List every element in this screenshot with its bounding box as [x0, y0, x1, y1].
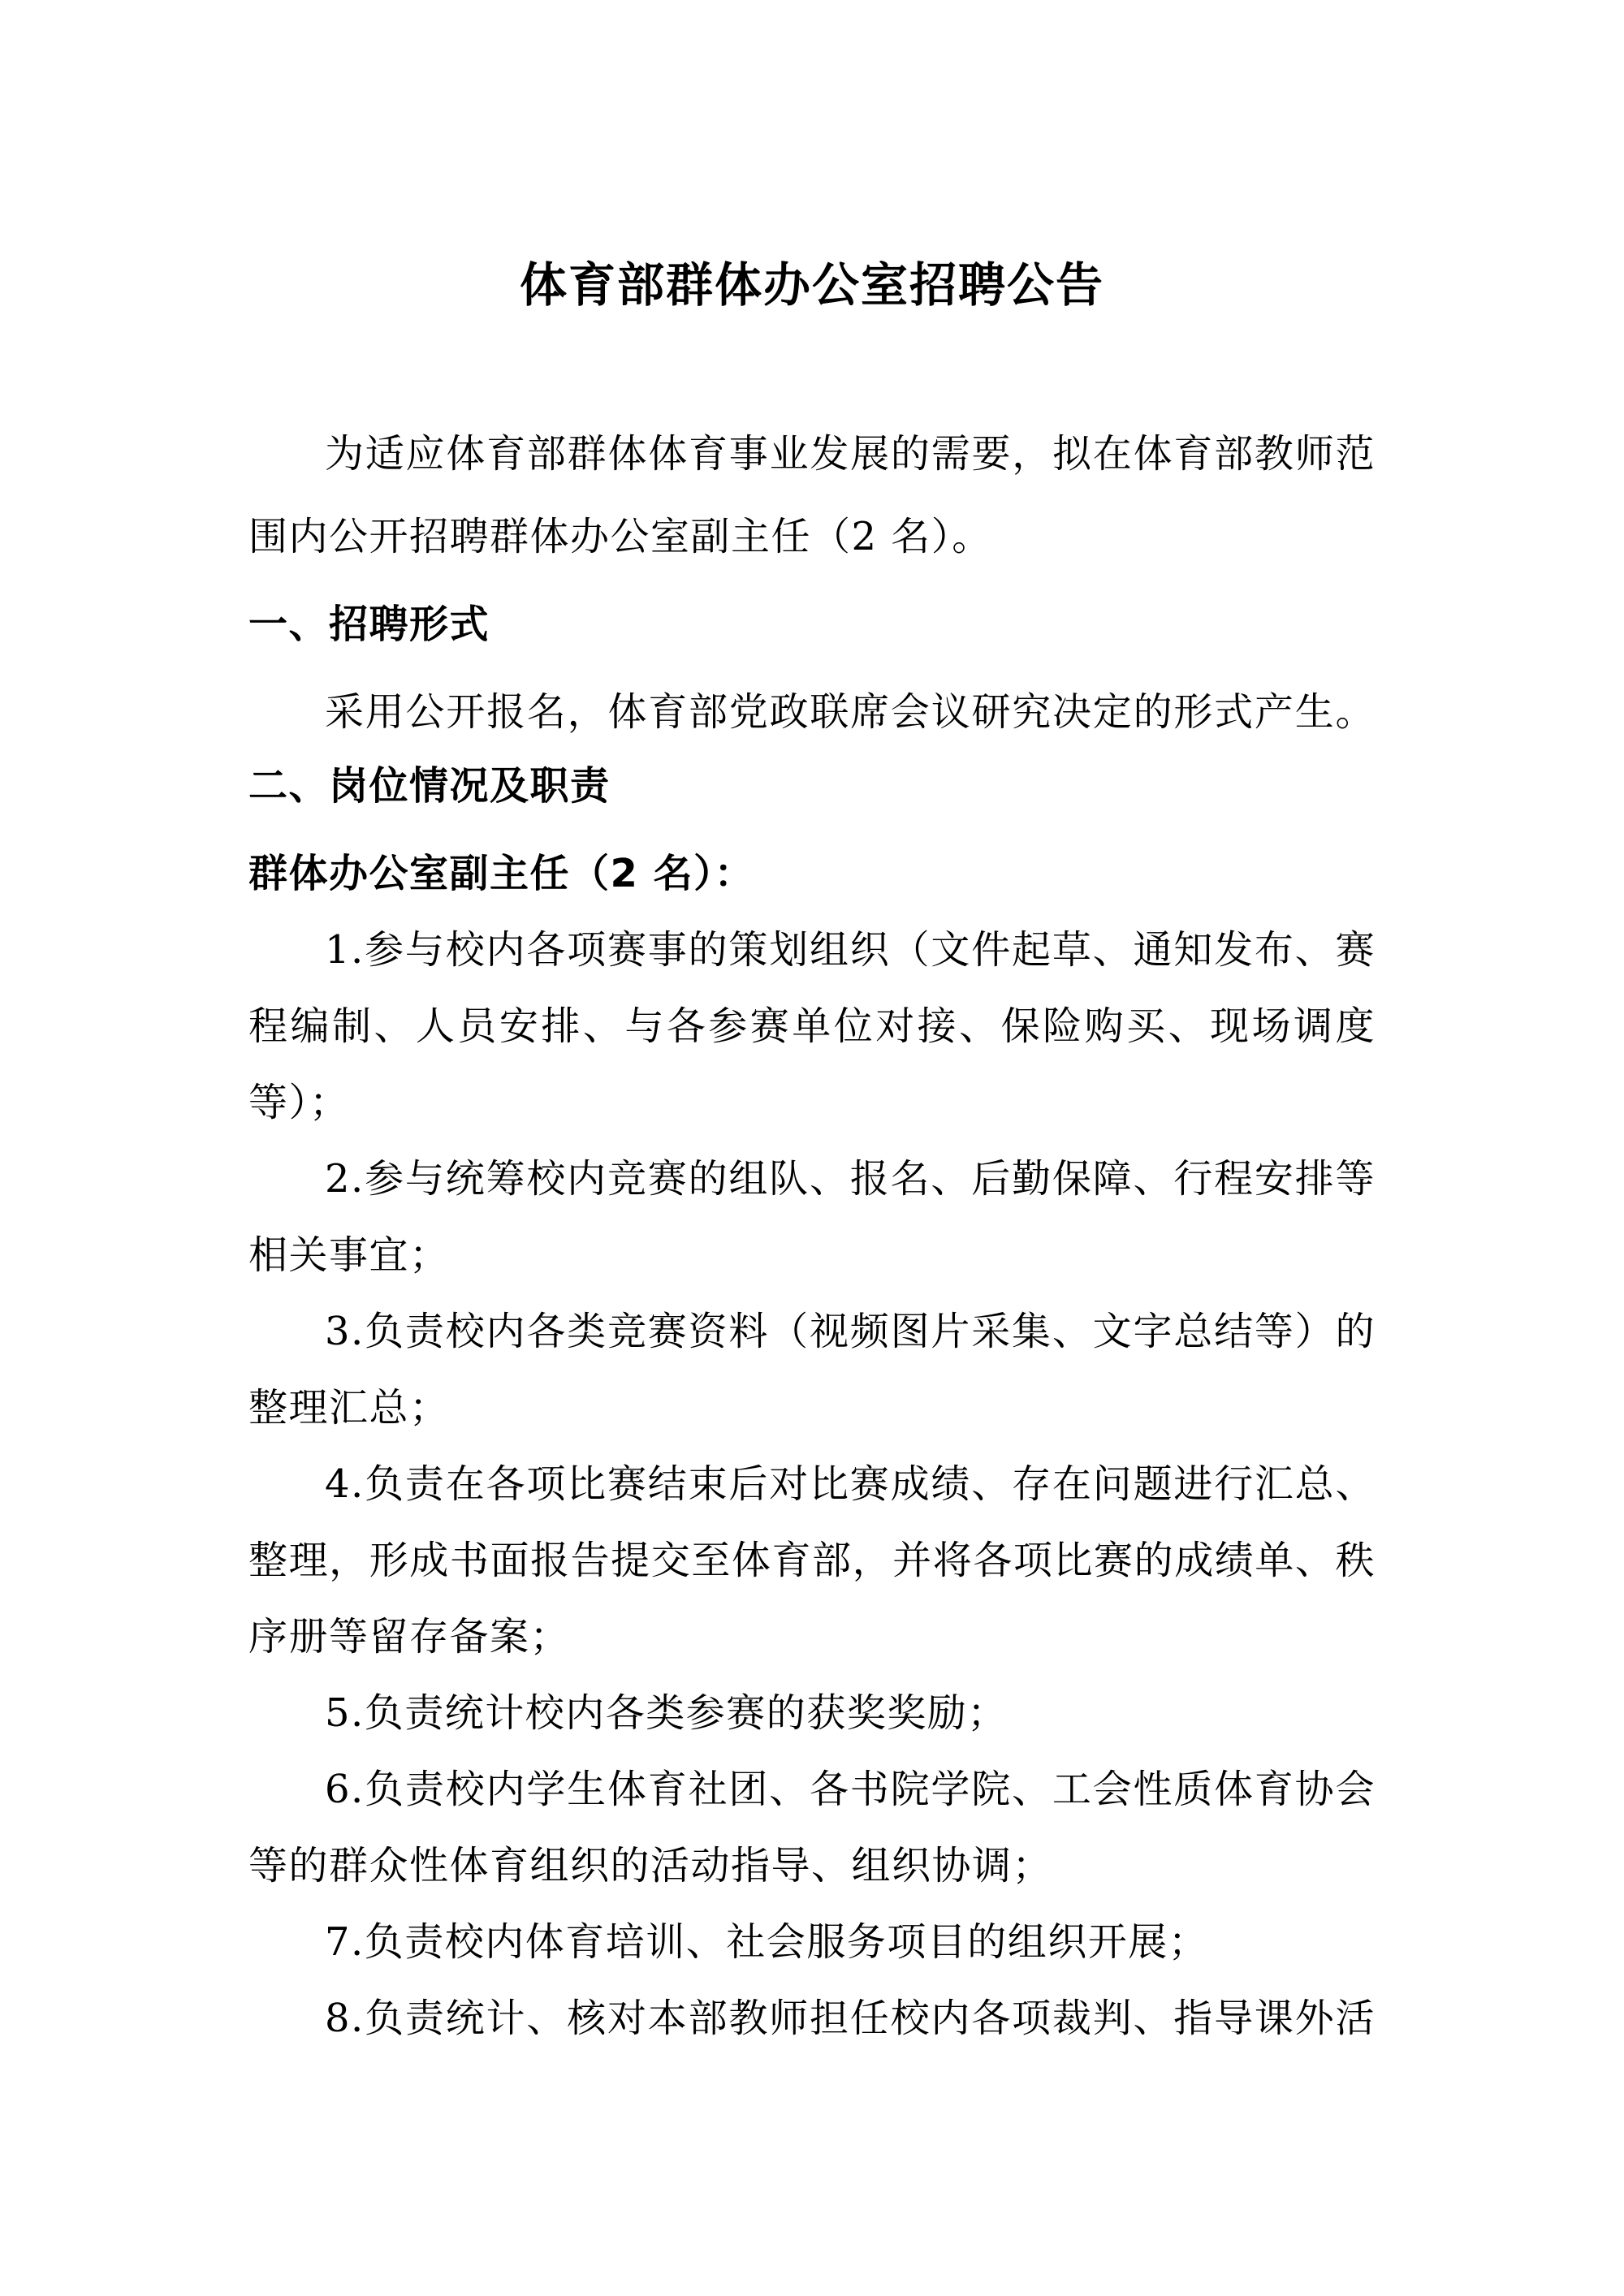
intro-line: 为适应体育部群体体育事业发展的需要，拟在体育部教师范 — [325, 431, 1376, 477]
duty-line: 5.负责统计校内各类参赛的获奖奖励； — [325, 1690, 1008, 1736]
duty-line: 等的群众性体育组织的活动指导、组织协调； — [248, 1843, 1053, 1888]
intro-paragraph — [248, 412, 1376, 578]
section-heading-recruitment-form: 一、招聘形式 — [248, 602, 490, 647]
duty-item — [248, 1980, 1376, 2056]
duty-item — [248, 1675, 1376, 1751]
duty-item — [248, 1904, 1376, 1980]
duty-item — [248, 1446, 1376, 1675]
recruitment-form-paragraph — [248, 671, 1376, 753]
duty-line: 相关事宜； — [248, 1232, 450, 1278]
duty-line: 整理，形成书面报告提交至体育部，并将各项比赛的成绩单、秩 — [248, 1538, 1376, 1583]
duty-line: 序册等留存备案； — [248, 1614, 571, 1659]
paragraph-line: 采用公开报名，体育部党政联席会议研究决定的形式产生。 — [325, 689, 1376, 735]
duty-line: 整理汇总； — [248, 1385, 450, 1431]
duty-line: 3.负责校内各类竞赛资料（视频图片采集、文字总结等）的 — [325, 1309, 1376, 1354]
page-title: 体育部群体办公室招聘公告 — [519, 257, 1104, 313]
duty-item — [248, 1141, 1376, 1293]
duty-line: 等）； — [248, 1080, 350, 1125]
duty-line: 6.负责校内学生体育社团、各书院学院、工会性质体育协会 — [325, 1767, 1376, 1812]
section-heading-position-duties: 二、岗位情况及职责 — [248, 763, 611, 809]
duty-line: 2.参与统筹校内竞赛的组队、报名、后勤保障、行程安排等 — [325, 1156, 1376, 1202]
duty-line: 1.参与校内各项赛事的策划组织（文件起草、通知发布、赛 — [325, 927, 1376, 973]
duty-line: 程编制、人员安排、与各参赛单位对接、保险购买、现场调度 — [248, 1003, 1376, 1049]
duty-line: 7.负责校内体育培训、社会服务项目的组织开展； — [325, 1919, 1209, 1965]
position-title: 群体办公室副主任（2 名）： — [248, 851, 755, 896]
document-body — [248, 412, 1376, 2056]
duty-item — [248, 1293, 1376, 1446]
duty-item — [248, 912, 1376, 1141]
duty-item — [248, 1751, 1376, 1904]
duty-line: 8.负责统计、核对本部教师担任校内各项裁判、指导课外活 — [325, 1996, 1376, 2041]
intro-line: 围内公开招聘群体办公室副主任（2 名）。 — [248, 514, 992, 559]
duties-list — [248, 912, 1376, 2056]
duty-line: 4.负责在各项比赛结束后对比赛成绩、存在问题进行汇总、 — [325, 1461, 1376, 1507]
